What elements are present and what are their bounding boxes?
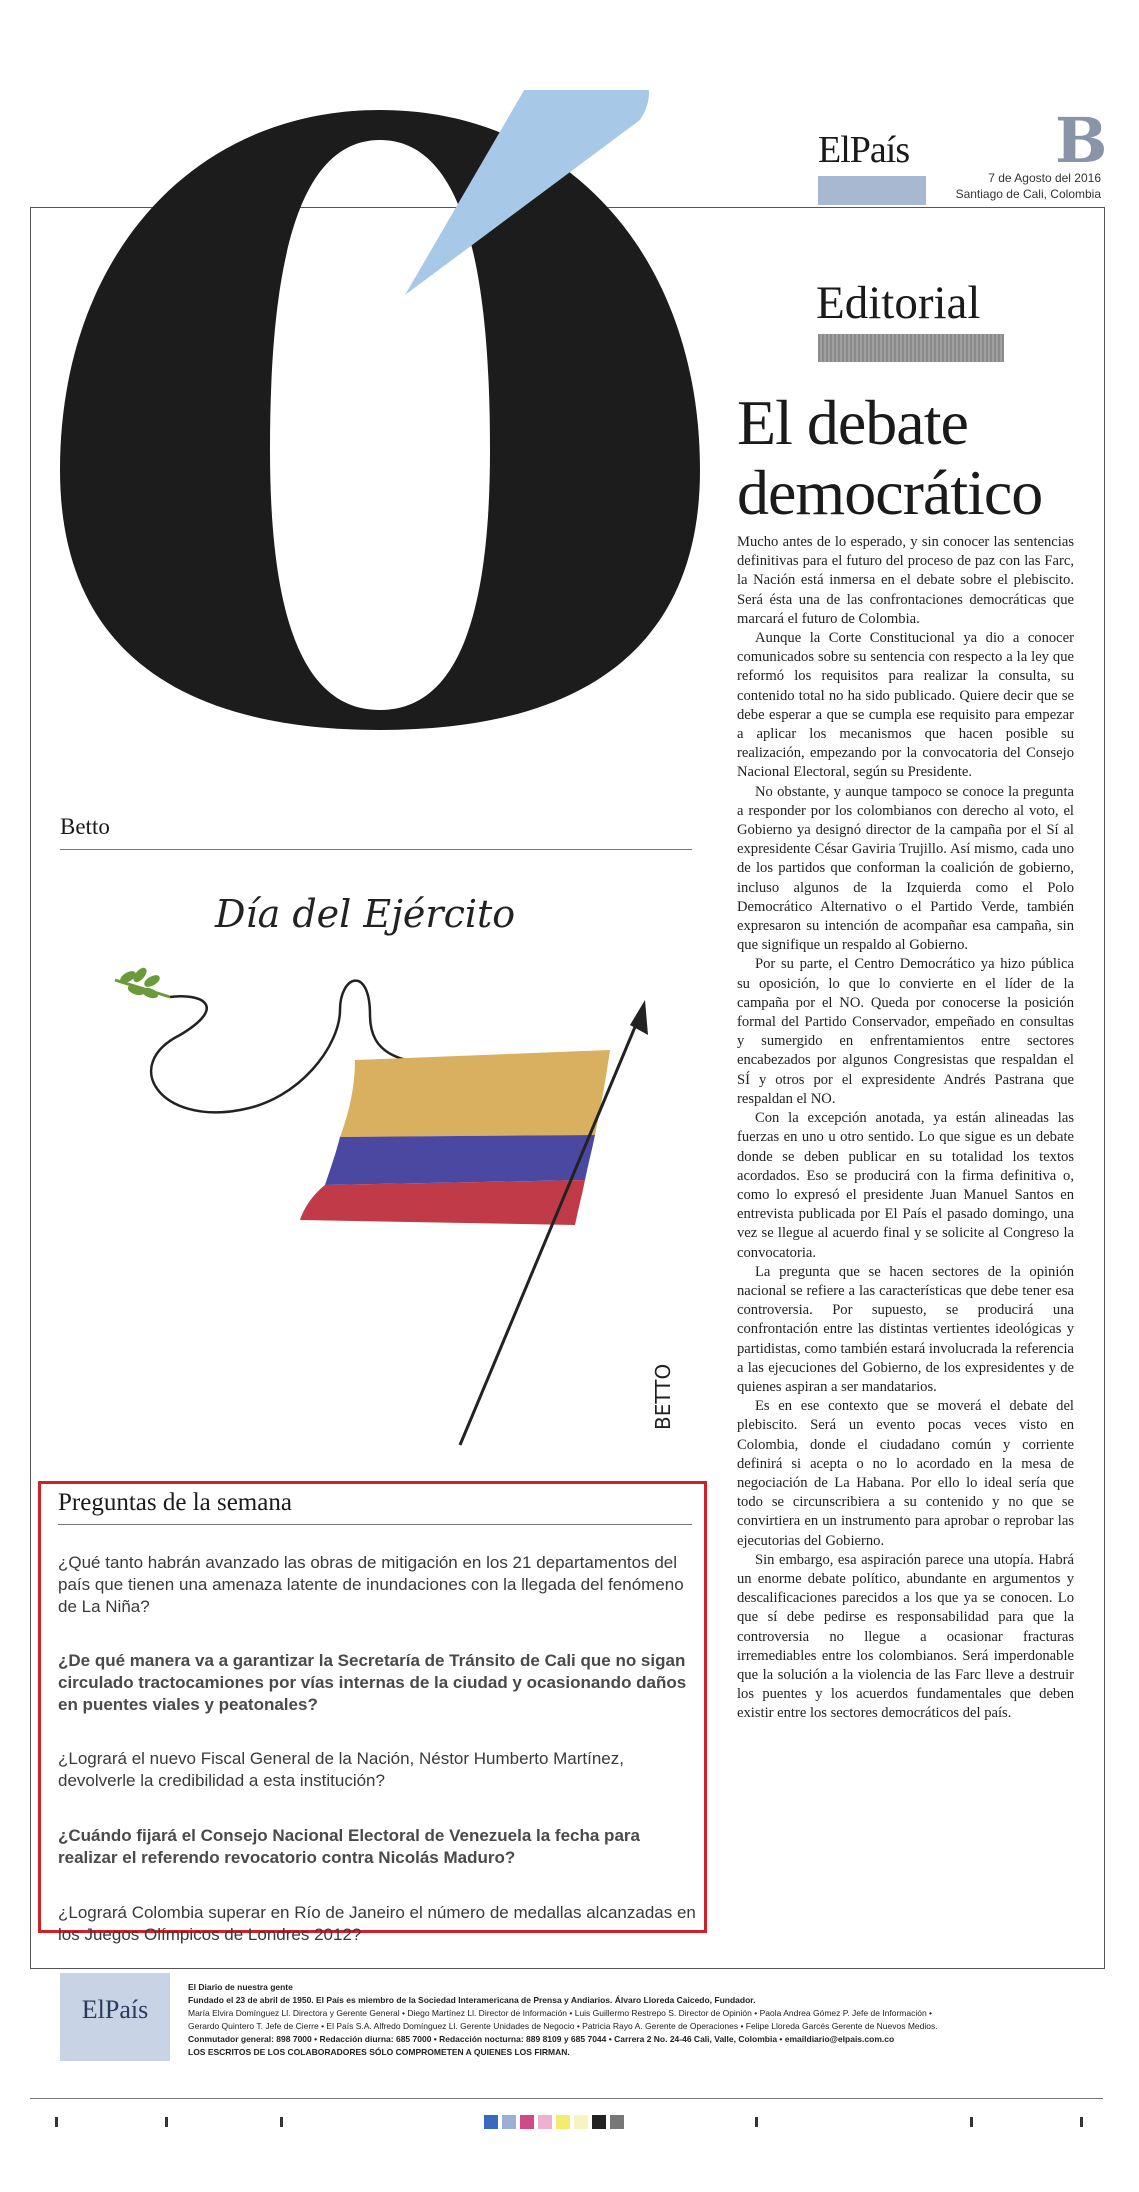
color-swatch bbox=[484, 2115, 498, 2129]
date-line bbox=[956, 170, 1101, 202]
crop-mark bbox=[755, 2117, 758, 2127]
flag-stripe-yellow bbox=[340, 1050, 610, 1137]
editorial-bar bbox=[818, 334, 1004, 362]
editorial-paragraph: Mucho antes de lo esperado, y sin conocer las sentencias definitivas para el futuro del proceso de paz con las Farc, la Nación está inmersa en el debate sobre el plebiscito. Será ésta una de las confrontaciones democráticas que marcará el futuro de Colombia. bbox=[737, 534, 1074, 627]
question-item: ¿Logrará el nuevo Fiscal General de la Nación, Néstor Humberto Martínez, devolverle la credibilidad a esta institución? bbox=[58, 1749, 624, 1790]
color-swatch bbox=[592, 2115, 606, 2129]
crop-mark bbox=[1080, 2117, 1083, 2127]
headline-line-2: democrático bbox=[737, 457, 1043, 528]
big-o-initial-illustration bbox=[60, 90, 700, 730]
color-swatch bbox=[520, 2115, 534, 2129]
publication-place: Santiago de Cali, Colombia bbox=[955, 187, 1101, 201]
editorial-paragraph: Por su parte, el Centro Democrático ya hizo pública su oposición, lo que lo convierte en el líder de la campaña por el NO. Queda por conocerse la posición formal del Partido Conservador, empeñado en consultas y sumergido en enfrentamientos entre sectores encabezados por algunos Congresistas que respaldan el SÍ y otros por el expresidente Andrés Pastrana que respaldan el NO. bbox=[737, 956, 1074, 1107]
headline bbox=[737, 388, 1117, 528]
editorial-label: Editorial bbox=[816, 277, 981, 329]
crop-mark bbox=[280, 2117, 283, 2127]
color-swatch bbox=[502, 2115, 516, 2129]
imprint bbox=[188, 1981, 1088, 2059]
color-swatch bbox=[610, 2115, 624, 2129]
crop-mark bbox=[165, 2117, 168, 2127]
question-item: ¿Cuándo fijará el Consejo Nacional Electoral de Venezuela la fecha para realizar el referendo revocatorio contra Nicolás Maduro? bbox=[58, 1826, 640, 1867]
color-swatch bbox=[556, 2115, 570, 2129]
crop-mark bbox=[970, 2117, 973, 2127]
imprint-contact: Conmutador general: 898 7000 • Redacción diurna: 685 7000 • Redacción nocturna: 889 8109 y 685 7044 • Carrera 2 No. 24-46 Cali, Valle, Colombia • emaildiario@elpais.com.co bbox=[188, 2034, 895, 2044]
footer-logo bbox=[60, 1973, 170, 2061]
flag-stripe-blue bbox=[325, 1135, 595, 1185]
imprint-tagline: El Diario de nuestra gente bbox=[188, 1982, 293, 1992]
editorial-paragraph: No obstante, y aunque tampoco se conoce la pregunta a responder por los colombianos con derecho al voto, el Gobierno ya designó director de la campaña por el Sí al expresidente César Gaviria Trujillo. Así mismo, cada uno de los partidos que conforman la coalición de gobierno, incluso algunos de la Izquierda como el Polo Democrático Alternativo o el Partido Verde, también expresaron su intención de acompañar esa campaña, sin que signifique un respaldo al Gobierno. bbox=[737, 783, 1074, 954]
imprint-founded: Fundado el 23 de abril de 1950. El País es miembro de la Sociedad Interamericana de Prensa y Andiarios. Álvaro Lloreda Caicedo, Fundador. bbox=[188, 1995, 756, 2005]
headline-line-1: El debate bbox=[737, 387, 968, 458]
editorial-body bbox=[737, 533, 1074, 1724]
question-item: ¿Logrará Colombia superar en Río de Janeiro el número de medallas alcanzadas en los Juegos Olímpicos de Londres 2012? bbox=[58, 1903, 696, 1944]
color-swatch bbox=[538, 2115, 552, 2129]
editorial-paragraph: La pregunta que se hacen sectores de la opinión nacional se refiere a las características que debe tener esa controversia. Por supuesto, se producirá una confrontación entre las distintas vertientes ideológicas y partidistas, como también estará involucrada la referencia a las ejecuciones del Gobierno, de los expresidentes y de quienes aspiran a ser mandatarios. bbox=[737, 1263, 1074, 1395]
color-swatch bbox=[574, 2115, 588, 2129]
publication-date: 7 de Agosto del 2016 bbox=[988, 171, 1101, 185]
masthead-logo: ElPaís bbox=[818, 129, 910, 171]
cartoon-illustration bbox=[100, 875, 700, 1465]
cartoonist-signature: BETTO bbox=[651, 1363, 675, 1430]
footer-rule bbox=[30, 2098, 1103, 2099]
cartoon-rule bbox=[60, 849, 692, 850]
editorial-paragraph: Es en ese contexto que se moverá el debate del plebiscito. Será un evento pocas veces visto en Colombia, donde el ciudadano común y corriente definirá si acepta o no lo acordado en la mesa de negociación de La Habana. Por ello lo ideal sería que todo se circunscribiera a su contenido y no que se convirtiera en un instrumento para aprobar o reprobar las ejecutorias del Gobierno. bbox=[737, 1398, 1074, 1549]
imprint-staff-2: Gerardo Quintero T. Jefe de Cierre • El País S.A. Alfredo Domínguez Ll. Gerente Unidades de Negocio • Patricia Rayo A. Gerente de Operaciones • Felipe Lloreda Garcés Gerente de Nuevos Medios. bbox=[188, 2021, 938, 2031]
color-registration-swatches bbox=[484, 2115, 624, 2131]
olive-branch-icon bbox=[115, 968, 170, 999]
cartoonist-label: Betto bbox=[60, 814, 110, 839]
imprint-disclaimer: LOS ESCRITOS DE LOS COLABORADORES SÓLO COMPROMETEN A QUIENES LOS FIRMAN. bbox=[188, 2047, 570, 2057]
editorial-paragraph: Sin embargo, esa aspiración parece una utopía. Habrá un enorme debate político, abundante en argumentos y descalificaciones parecidos a los que ya se conocen. Lo que sí debe pedirse es responsabilidad para que la controversia no llegue a ocasionar fracturas irremediables entre los colombianos. Será imperdonable que la solución a la violencia de las Farc lleve a destruir los puentes y los acuerdos fundamentales que deben existir entre los sectores democráticos del país. bbox=[737, 1551, 1074, 1722]
footer-logo-text: ElPaís bbox=[81, 1995, 149, 2024]
editorial-paragraph: Aunque la Corte Constitucional ya dio a conocer comunicados sobre su sentencia con respecto a la ley que reformó los requisitos para realizar la consulta, su contenido total no ha sido publicado. Quiere decir que se debe esperar a que se cumpla ese requisito para empezar a aplicar los mecanismos que hacen posible su realización, empezando por la convocatoria del Consejo Nacional Electoral, según su Presidente. bbox=[737, 630, 1074, 781]
imprint-staff-1: María Elvira Domínguez Ll. Directora y Gerente General • Diego Martínez Ll. Director de Información • Luis Guillermo Restrepo S. Director de Opinión • Paola Andrea Gómez P. Jefe de Información • bbox=[188, 2008, 933, 2018]
editorial-paragraph: Con la excepción anotada, ya están alineadas las fuerzas en uno u otro sentido. Lo que sigue es un debate donde se deben publicar en su totalidad los textos acordados. Eso se producirá con la firma definitiva o, como lo expresó el presidente Juan Manuel Santos en entrevista publicada por El País el pasado domingo, una vez se llegue al acuerdo final y se solicite al Congreso la convocatoria. bbox=[737, 1110, 1074, 1261]
questions-title: Preguntas de la semana bbox=[58, 1489, 292, 1516]
flag-stripe-red bbox=[300, 1180, 585, 1225]
question-item: ¿De qué manera va a garantizar la Secretaría de Tránsito de Cali que no sigan circulado tractocamiones por vías internas de la ciudad y ocasionando daños en puentes viales y peatonales? bbox=[58, 1651, 687, 1714]
question-item: ¿Qué tanto habrán avanzado las obras de mitigación en los 21 departamentos del país que tienen una amenaza latente de inundaciones con la llegada del fenómeno de La Niña? bbox=[58, 1553, 684, 1616]
cartoon-caption: Día del Ejército bbox=[215, 892, 516, 936]
masthead-color-bar bbox=[818, 176, 926, 205]
questions-rule bbox=[58, 1524, 692, 1525]
crop-mark bbox=[55, 2117, 58, 2127]
section-letter: B bbox=[1055, 104, 1108, 177]
